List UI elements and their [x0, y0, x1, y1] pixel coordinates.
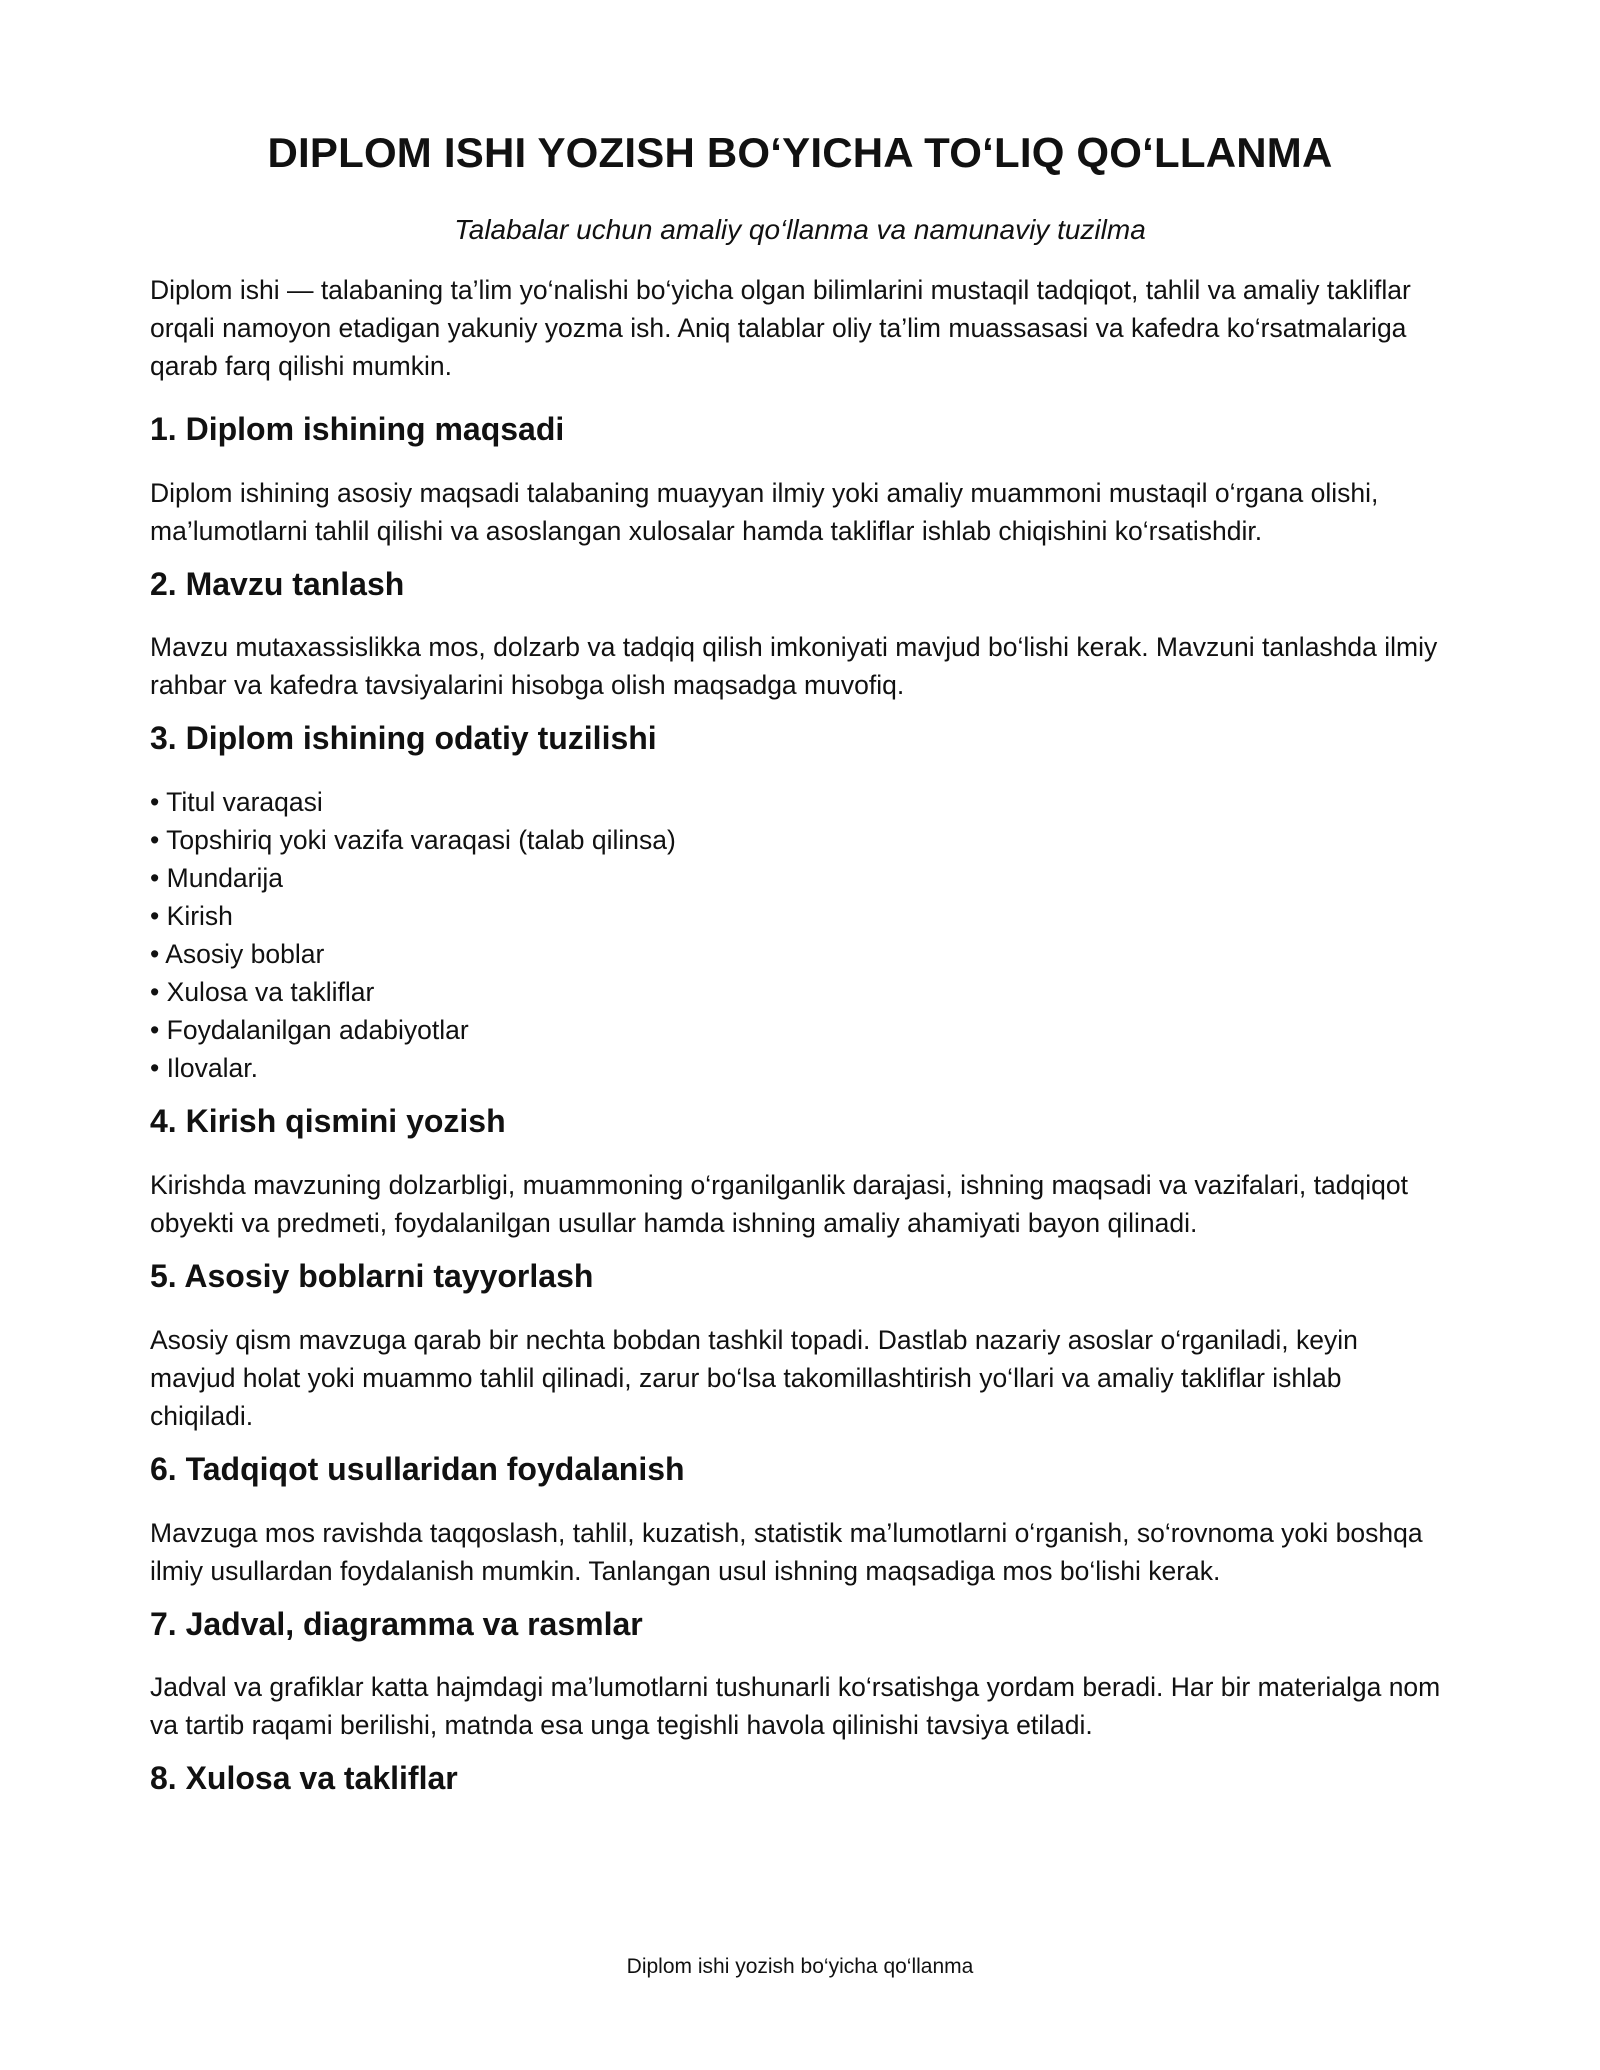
section-tables-figures [150, 1602, 1450, 1745]
section-text: Mavzuga mos ravishda taqqoslash, tahlil, kuzatish, statistik ma’lumotlarni o‘rganish, so‘rovnoma yoki boshqa ilmiy usullardan foydalanish mumkin. Tanlangan usul ishning maqsadiga mos bo‘lishi kerak. [150, 1517, 1423, 1586]
document-title: DIPLOM ISHI YOZISH BO‘YICHA TO‘LIQ QO‘LLANMA [267, 129, 1333, 176]
section-text: Asosiy qism mavzuga qarab bir nechta bobdan tashkil topadi. Dastlab nazariy asoslar o‘rganiladi, keyin mavjud holat yoki muammo tahlil qilinadi, zarur bo‘lsa takomillashtirish yo‘llari va amaliy takliflar ishlab chiqiladi. [150, 1324, 1358, 1431]
section-heading: 3. Diplom ishining odatiy tuzilishi [150, 720, 657, 757]
section-heading: 6. Tadqiqot usullaridan foydalanish [150, 1450, 685, 1487]
section-text: Diplom ishining asosiy maqsadi talabaning muayyan ilmiy yoki amaliy muammoni mustaqil o‘rgana olishi, ma’lumotlarni tahlil qilishi va asoslangan xulosalar hamda takliflar ishlab chiqishini ko‘rsatishdir. [150, 477, 1379, 546]
section-heading: 8. Xulosa va takliflar [150, 1760, 458, 1797]
list-item: • Topshiriq yoki vazifa varaqasi (talab qilinsa) [150, 821, 1450, 859]
list-item: • Foydalanilgan adabiyotlar [150, 1011, 1450, 1049]
section-conclusion [150, 1756, 1450, 1801]
section-text: Jadval va grafiklar katta hajmdagi ma’lumotlarni tushunarli ko‘rsatishga yordam beradi. Har bir materialga nom va tartib raqami berilishi, matnda esa unga tegishli havola qilinishi tavsiya etiladi. [150, 1672, 1441, 1741]
section-methods [150, 1447, 1450, 1590]
list-item: • Ilovalar. [150, 1049, 1450, 1087]
section-text: Mavzu mutaxassislikka mos, dolzarb va tadqiq qilish imkoniyati mavjud bo‘lishi kerak. Mavzuni tanlashda ilmiy rahbar va kafedra tavsiyalarini hisobga olish maqsadga muvofiq. [150, 632, 1438, 701]
section-heading: 2. Mavzu tanlash [150, 565, 405, 602]
section-heading: 1. Diplom ishining maqsadi [150, 410, 565, 447]
page-footer: Diplom ishi yozish bo‘yicha qo‘llanma [626, 1955, 974, 1978]
document-subtitle: Talabalar uchun amaliy qo‘llanma va namunaviy tuzilma [454, 214, 1146, 246]
section-introduction [150, 1099, 1450, 1242]
section-purpose [150, 407, 1450, 550]
section-heading: 4. Kirish qismini yozish [150, 1103, 506, 1140]
list-item: • Kirish [150, 897, 1450, 935]
section-heading: 5. Asosiy boblarni tayyorlash [150, 1257, 594, 1294]
section-heading: 7. Jadval, diagramma va rasmlar [150, 1605, 643, 1642]
list-item: • Mundarija [150, 859, 1450, 897]
structure-list [150, 783, 1450, 1087]
section-topic [150, 562, 1450, 705]
section-main-chapters [150, 1254, 1450, 1435]
document-page [150, 128, 1450, 1823]
intro-paragraph: Diplom ishi — talabaning ta’lim yo‘nalishi bo‘yicha olgan bilimlarini mustaqil tadqiqot, tahlil va amaliy takliflar orqali namoyon etadigan yakuniy yozma ish. Aniq talablar oliy ta’lim muassasasi va kafedra ko‘rsatmalariga qarab farq qilishi mumkin. [150, 274, 1411, 381]
section-structure [150, 716, 1450, 1087]
list-item: • Xulosa va takliflar [150, 973, 1450, 1011]
list-item: • Titul varaqasi [150, 783, 1450, 821]
section-text: Kirishda mavzuning dolzarbligi, muammoning o‘rganilganlik darajasi, ishning maqsadi va vazifalari, tadqiqot obyekti va predmeti, foydalanilgan usullar hamda ishning amaliy ahamiyati bayon qilinadi. [150, 1169, 1408, 1238]
list-item: • Asosiy boblar [150, 935, 1450, 973]
